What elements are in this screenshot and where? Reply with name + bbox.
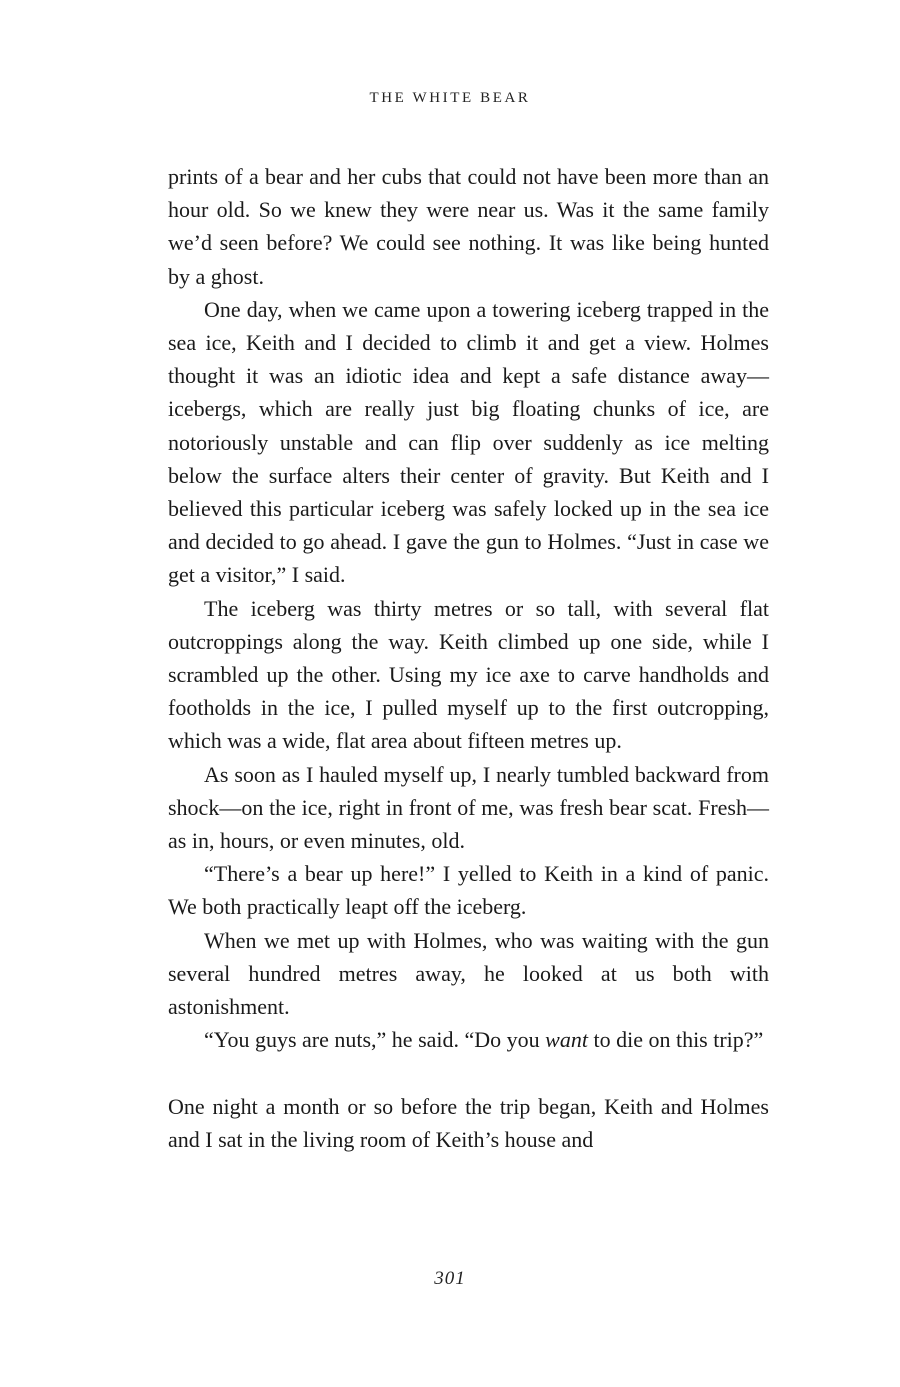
paragraph-3: The iceberg was thirty metres or so tall, with several flat outcroppings along the way. Keith climbed up one side, while I scrambled up the other. Using my ice axe to carve handholds and footholds in the ice, I pulled myself up to the first outcropping, which was a wide, flat area about fifteen metres up.: [168, 595, 769, 754]
paragraph-7-end: to die on this trip?”: [587, 1027, 764, 1053]
paragraph-4: As soon as I hauled myself up, I nearly tumbled backward from shock—on the ice, right in front of me, was fresh bear scat. Fresh—as in, hours, or even minutes, old.: [168, 761, 769, 854]
section-break: [168, 1056, 769, 1089]
body-text: [168, 160, 769, 1156]
emphasis-word: want: [545, 1027, 588, 1053]
paragraph-2: One day, when we came upon a towering iceberg trapped in the sea ice, Keith and I decided to climb it and get a view. Holmes thought it was an idiotic idea and kept a safe distance away—icebergs, which are really just big floating chunks of ice, are notoriously unstable and can flip over suddenly as ice melting below the surface alters their center of gravity. But Keith and I believed this particular iceberg was safely locked up in the sea ice and decided to go ahead. I gave the gun to Holmes. “Just in case we get a visitor,” I said.: [168, 296, 769, 588]
running-head: THE WHITE BEAR: [369, 90, 531, 106]
page-number: 301: [434, 1268, 466, 1289]
paragraph-7: [168, 1023, 769, 1056]
paragraph-6: When we met up with Holmes, who was waiting with the gun several hundred metres away, he looked at us both with astonishment.: [168, 927, 769, 1020]
paragraph-5: “There’s a bear up here!” I yelled to Keith in a kind of panic. We both practically leapt off the iceberg.: [168, 861, 769, 920]
paragraph-1: prints of a bear and her cubs that could not have been more than an hour old. So we knew they were near us. Was it the same family we’d seen before? We could see nothing. It was like being hunted by a ghost.: [168, 164, 769, 289]
paragraph-7-start: “You guys are nuts,” he said. “Do you: [204, 1027, 546, 1053]
paragraph-8: One night a month or so before the trip began, Keith and Holmes and I sat in the living room of Keith’s house and: [168, 1093, 769, 1152]
